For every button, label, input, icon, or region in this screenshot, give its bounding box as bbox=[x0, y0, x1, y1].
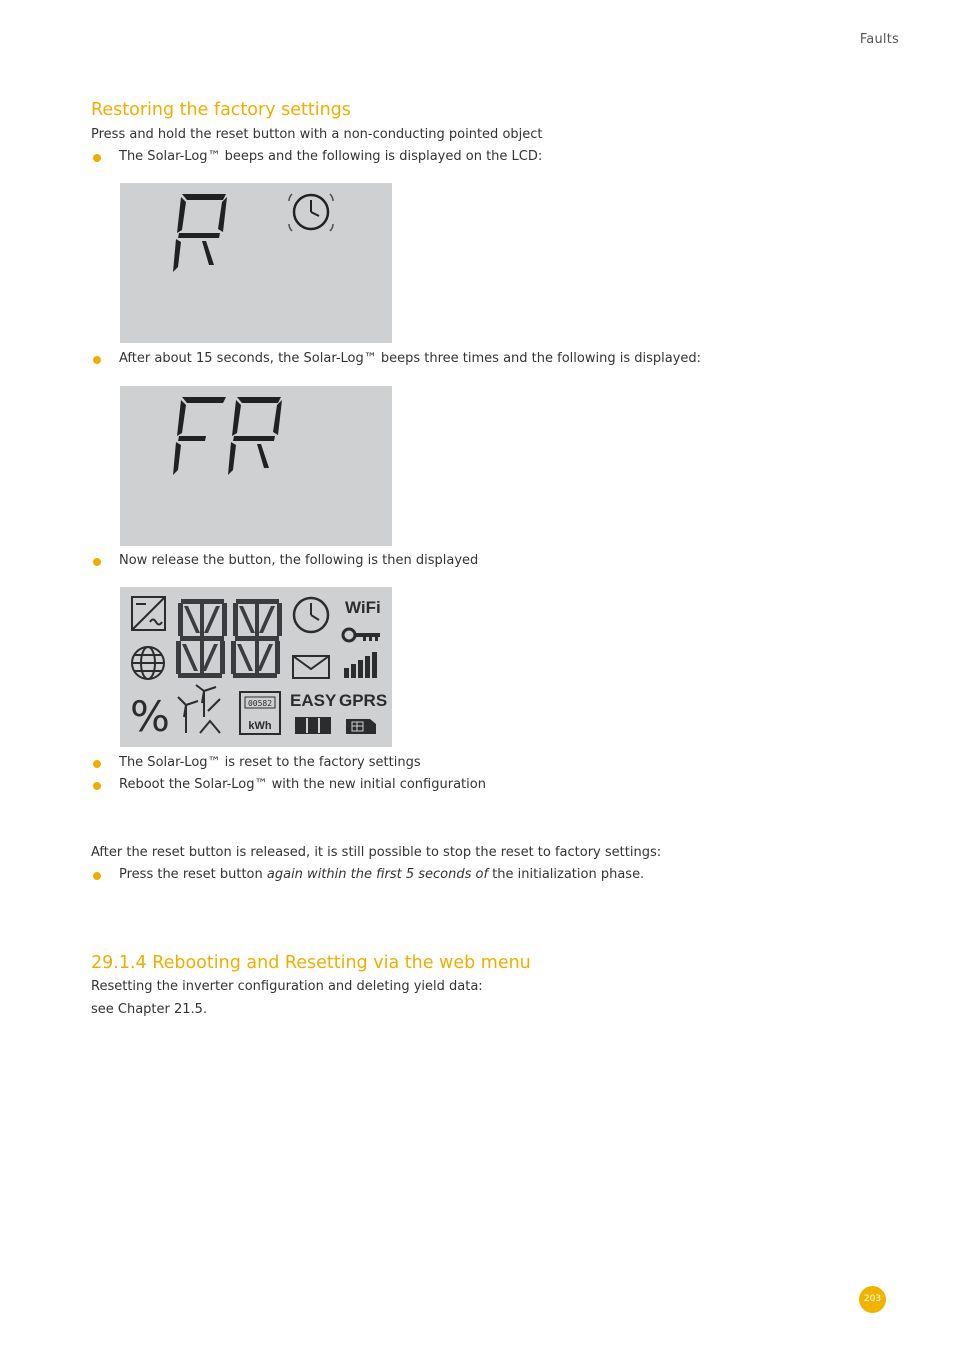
bullet-text-after: the initialization phase. bbox=[488, 867, 645, 882]
envelope-icon bbox=[293, 656, 329, 678]
bullet-dot-icon bbox=[93, 782, 101, 790]
bullet-text: Reboot the Solar-Log™ with the new initial configuration bbox=[119, 777, 486, 792]
wind-turbine-icon bbox=[178, 685, 220, 733]
lcd-display-r bbox=[120, 183, 392, 343]
lcd-digit-full-1 bbox=[176, 599, 227, 678]
bullet-dot-icon bbox=[93, 760, 101, 768]
page-number-badge: 203 bbox=[859, 1286, 886, 1313]
lcd-digit-r bbox=[173, 194, 227, 272]
header-section-label: Faults bbox=[859, 32, 899, 47]
bullet-text: Now release the button, the following is then displayed bbox=[119, 553, 479, 568]
wifi-label: WiFi bbox=[345, 598, 381, 617]
chapter-reference: see Chapter 21.5. bbox=[91, 1002, 208, 1017]
clock-icon bbox=[294, 598, 328, 632]
lcd-digit-r bbox=[228, 397, 282, 475]
easy-indicator-blocks bbox=[295, 717, 331, 734]
signal-strength-icon bbox=[344, 652, 377, 678]
easy-label: EASY bbox=[290, 691, 337, 710]
bullet-dot-icon bbox=[93, 154, 101, 162]
bullet-text: The Solar-Log™ is reset to the factory settings bbox=[119, 755, 421, 770]
bullet-text-before: Press the reset button bbox=[119, 867, 267, 882]
section-title-restoring: Restoring the factory settings bbox=[91, 100, 351, 120]
lcd-digit-full-2 bbox=[231, 599, 282, 678]
percent-symbol: % bbox=[130, 692, 170, 741]
section-title-rebooting: 29.1.4 Rebooting and Resetting via the web menu bbox=[91, 953, 531, 973]
bullet-dot-icon bbox=[93, 356, 101, 364]
inverter-icon bbox=[132, 597, 165, 630]
clock-icon bbox=[289, 194, 333, 231]
bullet-text-italic: again within the first 5 seconds of bbox=[266, 867, 489, 882]
lcd-digit-f bbox=[173, 397, 226, 475]
meter-icon bbox=[240, 692, 280, 734]
bullet-dot-icon bbox=[93, 872, 101, 880]
stop-reset-paragraph: After the reset button is released, it is still possible to stop the reset to factory settings: bbox=[91, 845, 662, 860]
meter-reading: 00582 bbox=[247, 699, 273, 708]
gprs-label: GPRS bbox=[339, 691, 388, 710]
kwh-label: kWh bbox=[248, 720, 272, 732]
lcd-display-all-segments bbox=[120, 587, 392, 747]
intro-text: Press and hold the reset button with a non-conducting pointed object bbox=[91, 127, 543, 142]
key-icon bbox=[343, 629, 380, 641]
bullet-text: The Solar-Log™ beeps and the following is displayed on the LCD: bbox=[119, 149, 543, 164]
globe-icon bbox=[132, 647, 164, 679]
bullet-text: After about 15 seconds, the Solar-Log™ beeps three times and the following is displayed: bbox=[119, 351, 702, 366]
bullet-text bbox=[119, 867, 644, 882]
sim-card-icon bbox=[346, 719, 376, 734]
reset-inverter-text: Resetting the inverter configuration and deleting yield data: bbox=[91, 979, 483, 994]
bullet-dot-icon bbox=[93, 558, 101, 566]
lcd-display-fr bbox=[120, 386, 392, 546]
